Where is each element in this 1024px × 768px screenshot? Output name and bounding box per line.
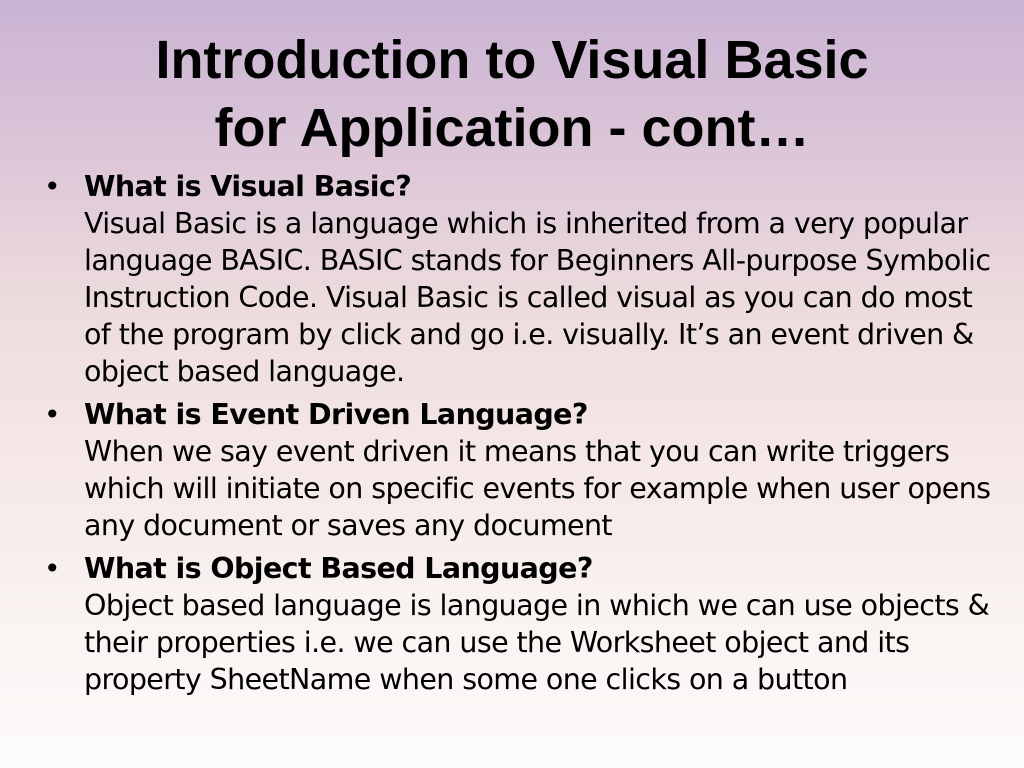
- bullet-answer: Visual Basic is a language which is inherited from a very popular language BASIC. BASIC stands for Beginners All-purpose Symbolic Instruction Code. Visual Basic is called visual as you can do most of the program by click and go i.e. visually. It’s an event driven & object based language.: [84, 207, 991, 388]
- bullet-item-object-based: [44, 550, 1004, 698]
- bullet-icon: •: [44, 170, 60, 203]
- bullet-answer: Object based language is language in which we can use objects & their properties i.e. we can use the Worksheet object and its property SheetName when some one clicks on a button: [84, 589, 990, 696]
- bullet-answer: When we say event driven it means that you can write triggers which will initiate on specific events for example when user opens any document or saves any document: [84, 435, 991, 542]
- bullet-icon: •: [44, 398, 60, 431]
- slide-title-line-2: for Application - cont…: [214, 98, 810, 158]
- bullet-list: [44, 168, 1004, 704]
- bullet-question: What is Visual Basic?: [84, 170, 412, 203]
- slide-title-line-1: Introduction to Visual Basic: [155, 30, 869, 90]
- bullet-item-event-driven: [44, 396, 1004, 544]
- bullet-item-visual-basic: [44, 168, 1004, 390]
- bullet-icon: •: [44, 552, 60, 585]
- bullet-question: What is Object Based Language?: [84, 552, 593, 585]
- slide-title: [0, 26, 1024, 162]
- bullet-question: What is Event Driven Language?: [84, 398, 588, 431]
